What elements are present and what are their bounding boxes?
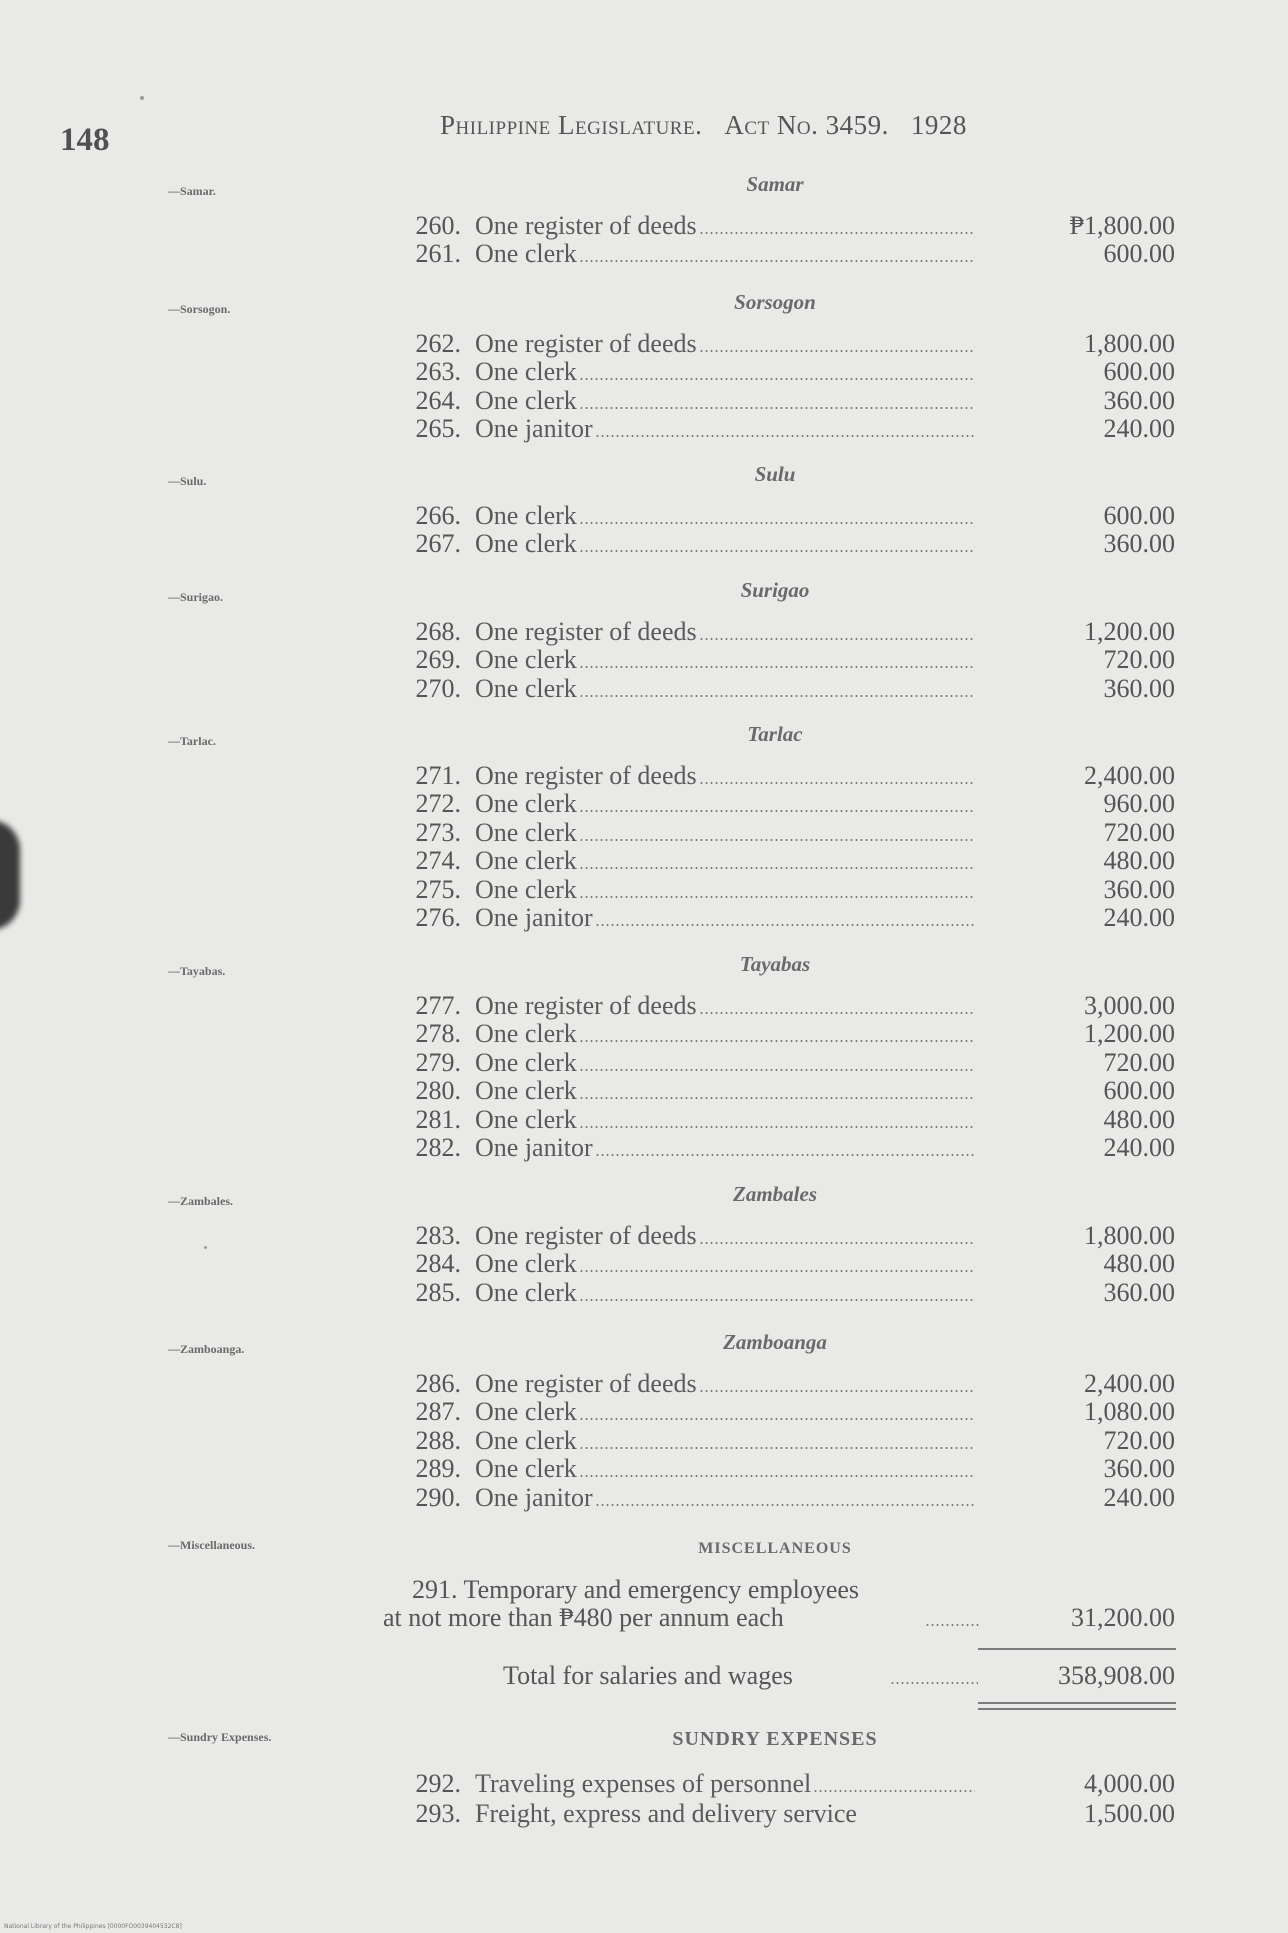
item-description: Freight, express and delivery service <box>475 1800 857 1828</box>
leader-dots <box>579 1475 975 1477</box>
leader-dots <box>579 260 975 262</box>
section-heading: Tayabas <box>739 952 811 976</box>
section-heading-miscellaneous: MISCELLANEOUS <box>698 1540 852 1557</box>
misc-item-line1: 291. Temporary and emergency employees <box>412 1575 860 1604</box>
item-number: 286. <box>415 1369 461 1398</box>
item-amount: 1,800.00 <box>1084 329 1175 358</box>
line-item <box>405 904 1175 932</box>
sundry-line-item <box>405 1770 1175 1798</box>
leader-dots <box>579 1126 975 1128</box>
line-item <box>405 646 1175 674</box>
line-item <box>405 1398 1175 1426</box>
item-description: One clerk <box>475 646 577 675</box>
item-description: One clerk <box>475 1048 577 1077</box>
item-description: One clerk <box>475 790 577 819</box>
leader-dots <box>579 896 975 898</box>
leader-dots <box>699 1242 975 1244</box>
margin-note: —Zamboanga. <box>168 1342 245 1356</box>
item-number: 287. <box>415 1397 461 1427</box>
item-amount: 600.00 <box>1103 501 1175 530</box>
line-item <box>405 1077 1175 1105</box>
section-heading: Zambales <box>733 1182 817 1206</box>
leader-dots <box>595 435 975 437</box>
line-item <box>405 819 1175 847</box>
section-heading: Sulu <box>754 462 796 486</box>
item-description: One register of deeds <box>475 212 697 240</box>
leader-dots <box>699 1390 975 1392</box>
item-amount: 720.00 <box>1103 645 1175 675</box>
item-number: 263. <box>415 357 461 387</box>
leader-dots <box>579 1270 975 1272</box>
line-item <box>405 992 1175 1020</box>
line-item <box>405 387 1175 415</box>
line-item <box>405 1484 1175 1512</box>
item-number: 268. <box>415 617 461 646</box>
item-amount: 720.00 <box>1103 817 1175 847</box>
item-amount: 240.00 <box>1103 1133 1175 1162</box>
item-number: 285. <box>415 1277 461 1307</box>
item-amount: 1,200.00 <box>1084 617 1175 646</box>
item-number: 283. <box>415 1221 461 1250</box>
line-item <box>405 415 1175 443</box>
item-number: 278. <box>415 1019 461 1049</box>
scanner-thumb-shadow <box>0 820 20 930</box>
item-description: One clerk <box>475 1105 577 1134</box>
item-number: 270. <box>415 673 461 703</box>
item-number: 264. <box>415 385 461 415</box>
item-description: One register of deeds <box>475 762 697 790</box>
item-number: 279. <box>415 1047 461 1077</box>
item-amount: 600.00 <box>1103 357 1175 387</box>
item-description: One clerk <box>475 240 577 269</box>
item-amount: 480.00 <box>1103 1249 1175 1279</box>
section-heading: Sorsogon <box>734 290 816 314</box>
item-number: 276. <box>415 903 461 932</box>
item-description: One clerk <box>475 818 577 847</box>
total-double-rule-bottom <box>978 1708 1176 1710</box>
leader-dots <box>579 378 975 380</box>
item-description: One clerk <box>475 1278 577 1307</box>
section-heading: Zamboanga <box>723 1330 827 1354</box>
item-number: 288. <box>415 1425 461 1455</box>
page-number: 148 <box>60 122 110 158</box>
item-amount: 240.00 <box>1103 1482 1175 1512</box>
item-description: One clerk <box>475 386 577 415</box>
item-number: 277. <box>415 991 461 1020</box>
legislature-title: Philippine Legislature. <box>440 110 703 140</box>
margin-note: —Tayabas. <box>168 964 226 978</box>
item-number: 281. <box>415 1104 461 1134</box>
line-item <box>405 675 1175 703</box>
item-description: One clerk <box>475 1077 577 1106</box>
leader-dots <box>579 1097 975 1099</box>
margin-note-miscellaneous: —Miscellaneous. <box>168 1538 255 1552</box>
item-amount: 3,000.00 <box>1084 991 1175 1020</box>
leader-dots <box>579 695 975 697</box>
line-item <box>405 847 1175 875</box>
leader-dots <box>579 839 975 841</box>
margin-note: —Surigao. <box>168 590 224 604</box>
leader-dots <box>925 1624 980 1626</box>
leader-dots <box>579 1418 975 1420</box>
line-item <box>405 1370 1175 1398</box>
item-description: One janitor <box>475 1483 593 1512</box>
leader-dots <box>579 1069 975 1071</box>
leader-dots <box>699 232 975 234</box>
leader-dots <box>579 550 975 552</box>
item-description: One clerk <box>475 674 577 703</box>
item-number: 290. <box>415 1482 461 1512</box>
item-description: One register of deeds <box>475 1222 697 1250</box>
item-number: 266. <box>415 501 461 530</box>
item-number: 282. <box>415 1133 461 1162</box>
leader-dots <box>579 522 975 524</box>
item-number: 273. <box>415 817 461 847</box>
line-item <box>405 1279 1175 1307</box>
item-number: 292. <box>415 1769 461 1798</box>
item-amount: 2,400.00 <box>1084 1369 1175 1398</box>
header-year: 1928 <box>910 110 967 140</box>
item-description: One clerk <box>475 1250 577 1279</box>
item-description: One register of deeds <box>475 330 697 358</box>
leader-dots <box>579 666 975 668</box>
total-label: Total for salaries and wages <box>503 1661 793 1690</box>
item-amount: 240.00 <box>1103 903 1175 932</box>
section-heading: Surigao <box>740 578 810 602</box>
margin-note: —Samar. <box>168 184 216 198</box>
item-number: 269. <box>415 645 461 675</box>
leader-dots <box>699 638 975 640</box>
paper-speck <box>140 96 144 100</box>
sundry-line-item <box>405 1800 1175 1828</box>
margin-note: —Zambales. <box>168 1194 234 1208</box>
line-item <box>405 1020 1175 1048</box>
section-heading: Samar <box>746 172 804 196</box>
item-description: One janitor <box>475 415 593 444</box>
line-item <box>405 1455 1175 1483</box>
item-description: One janitor <box>475 904 593 932</box>
line-item <box>405 1427 1175 1455</box>
subtotal-rule <box>978 1648 1176 1650</box>
item-number: 274. <box>415 846 461 876</box>
item-amount: 720.00 <box>1103 1425 1175 1455</box>
item-number: 260. <box>415 211 461 240</box>
leader-dots <box>890 1682 978 1684</box>
leader-dots <box>699 782 975 784</box>
act-number: Act No. 3459. <box>724 110 889 140</box>
item-amount: 1,800.00 <box>1084 1221 1175 1250</box>
margin-note: —Sorsogon. <box>168 302 231 316</box>
item-amount: 720.00 <box>1103 1047 1175 1077</box>
item-description: One register of deeds <box>475 992 697 1020</box>
line-item <box>405 358 1175 386</box>
line-item <box>405 530 1175 558</box>
item-number: 272. <box>415 789 461 819</box>
footer-credit: National Library of the Philippines [0000FO0039404532C8] <box>4 1923 182 1930</box>
item-amount: 1,500.00 <box>1084 1799 1175 1828</box>
leader-dots <box>579 407 975 409</box>
leader-dots <box>579 1447 975 1449</box>
item-amount: 600.00 <box>1103 239 1175 269</box>
item-amount: 4,000.00 <box>1084 1769 1175 1798</box>
margin-note-sundry: —Sundry Expenses. <box>168 1730 272 1744</box>
section-heading-sundry: SUNDRY EXPENSES <box>672 1728 878 1750</box>
item-description: One clerk <box>475 1398 577 1427</box>
item-amount: 480.00 <box>1103 846 1175 876</box>
section-heading: Tarlac <box>747 722 803 746</box>
item-number: 289. <box>415 1454 461 1484</box>
total-double-rule-top <box>978 1702 1176 1704</box>
leader-dots <box>699 1012 975 1014</box>
line-item <box>405 1250 1175 1278</box>
item-number: 280. <box>415 1076 461 1106</box>
item-amount: 480.00 <box>1103 1104 1175 1134</box>
item-number: 267. <box>415 529 461 559</box>
leader-dots <box>595 1154 975 1156</box>
leader-dots <box>579 867 975 869</box>
line-item <box>405 330 1175 358</box>
item-description: One clerk <box>475 1455 577 1484</box>
item-number: 284. <box>415 1249 461 1279</box>
line-item <box>405 762 1175 790</box>
leader-dots <box>579 1299 975 1301</box>
item-amount: 360.00 <box>1103 1454 1175 1484</box>
line-item <box>405 1134 1175 1162</box>
item-number: 265. <box>415 414 461 444</box>
leader-dots <box>595 1504 975 1506</box>
item-description: One register of deeds <box>475 618 697 646</box>
line-item <box>405 1222 1175 1250</box>
item-description: One janitor <box>475 1134 593 1162</box>
leader-dots <box>579 810 975 812</box>
item-description: One clerk <box>475 502 577 530</box>
item-amount: 1,200.00 <box>1084 1019 1175 1049</box>
item-number: 275. <box>415 874 461 904</box>
item-amount: 360.00 <box>1103 1277 1175 1307</box>
item-amount: 1,080.00 <box>1084 1397 1175 1427</box>
leader-dots <box>595 924 975 926</box>
item-amount: 360.00 <box>1103 673 1175 703</box>
item-amount: 600.00 <box>1103 1076 1175 1106</box>
item-amount: 360.00 <box>1103 385 1175 415</box>
leader-dots <box>699 350 975 352</box>
item-description: One register of deeds <box>475 1370 697 1398</box>
running-head <box>440 110 967 141</box>
misc-item-amount: 31,200.00 <box>1071 1603 1175 1632</box>
line-item <box>405 212 1175 240</box>
item-description: One clerk <box>475 1020 577 1049</box>
margin-note: —Sulu. <box>168 474 207 488</box>
item-amount: ₱1,800.00 <box>1069 211 1175 240</box>
line-item <box>405 1049 1175 1077</box>
item-description: One clerk <box>475 530 577 559</box>
item-amount: 360.00 <box>1103 874 1175 904</box>
leader-dots <box>813 1790 975 1792</box>
misc-item-line2: at not more than ₱480 per annum each <box>383 1603 784 1632</box>
item-number: 271. <box>415 761 461 790</box>
item-description: One clerk <box>475 875 577 904</box>
item-description: One clerk <box>475 847 577 876</box>
leader-dots <box>579 1040 975 1042</box>
item-description: One clerk <box>475 358 577 387</box>
line-item <box>405 618 1175 646</box>
line-item <box>405 790 1175 818</box>
line-item <box>405 240 1175 268</box>
paper-speck <box>204 1246 207 1249</box>
line-item <box>405 1106 1175 1134</box>
margin-note: —Tarlac. <box>168 734 216 748</box>
item-number: 293. <box>415 1799 461 1828</box>
item-number: 261. <box>415 239 461 269</box>
item-amount: 360.00 <box>1103 529 1175 559</box>
item-amount: 240.00 <box>1103 414 1175 444</box>
line-item <box>405 502 1175 530</box>
item-description: Traveling expenses of personnel <box>475 1770 812 1798</box>
total-amount: 358,908.00 <box>1058 1661 1175 1690</box>
item-amount: 2,400.00 <box>1084 761 1175 790</box>
item-amount: 960.00 <box>1103 789 1175 819</box>
item-description: One clerk <box>475 1426 577 1455</box>
line-item <box>405 876 1175 904</box>
item-number: 262. <box>415 329 461 358</box>
